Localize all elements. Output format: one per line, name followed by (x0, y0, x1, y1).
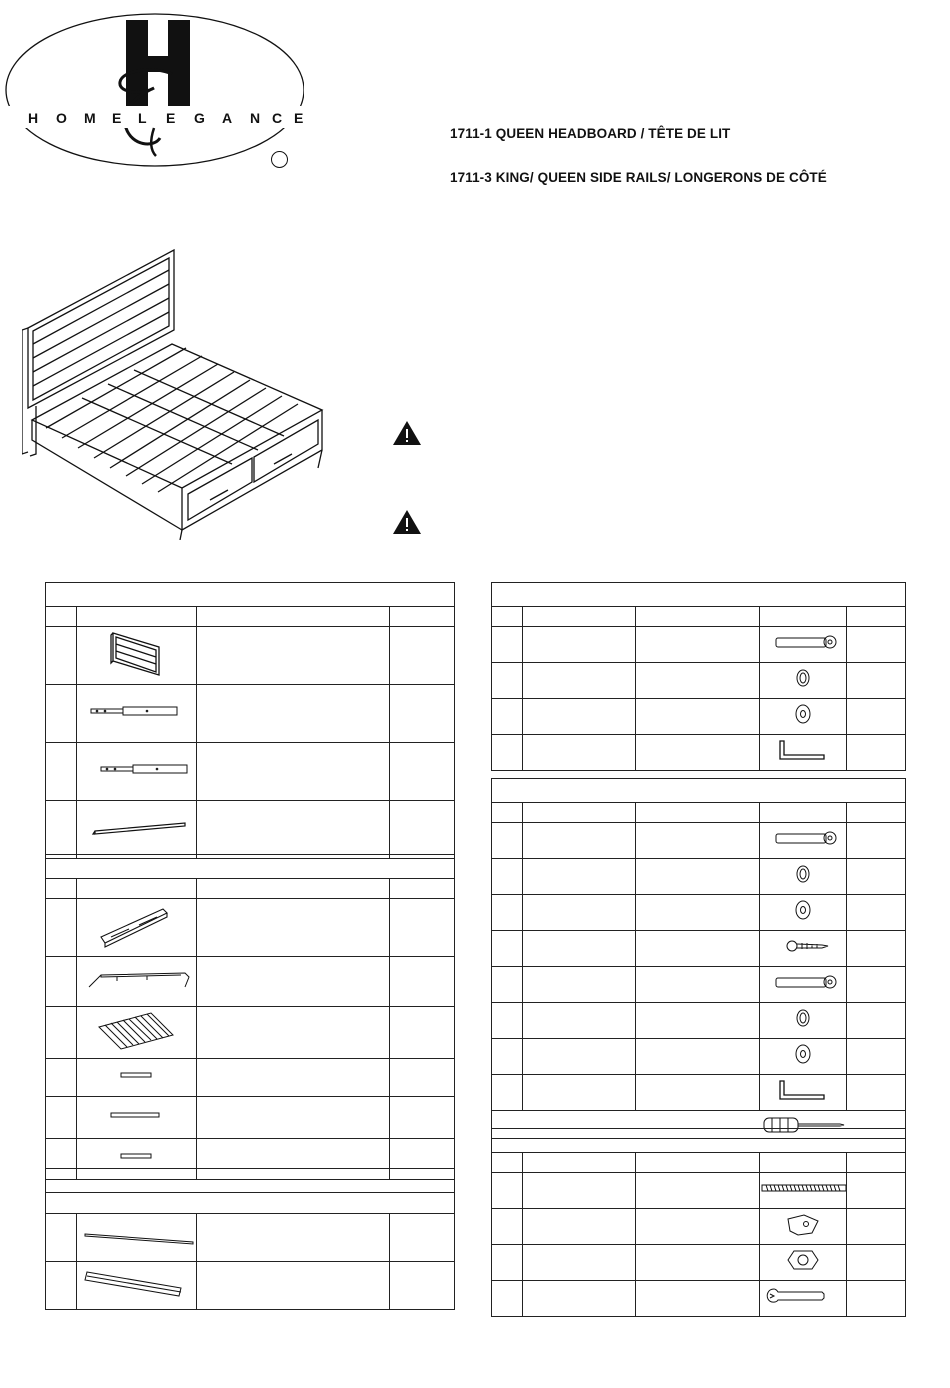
svg-text:E: E (166, 110, 176, 126)
allen-key-icon (760, 1075, 847, 1111)
warning-triangle-icon (391, 508, 423, 536)
svg-text:H: H (28, 110, 39, 126)
part-image-rail-extension (77, 743, 197, 801)
allen-key-icon (760, 735, 847, 771)
part-image-drawer-rail (77, 899, 197, 957)
svg-text:L: L (138, 110, 147, 126)
svg-text:E: E (294, 110, 304, 126)
heading-side-rails: 1711-3 KING/ QUEEN SIDE RAILS/ LONGERONS DE CÔTÉ (450, 170, 827, 185)
part-image-slat-rail (77, 801, 197, 859)
part-image-headboard (77, 627, 197, 685)
part-image-long-bar (77, 1097, 197, 1139)
parts-table-side-rails (45, 854, 455, 1180)
part-image-slats (77, 1007, 197, 1059)
svg-text:N: N (250, 110, 261, 126)
threaded-rod-icon (760, 1173, 847, 1209)
bolt-icon (760, 627, 847, 663)
lock-washer-icon (760, 859, 847, 895)
bed-illustration (22, 244, 332, 540)
table-title-row (492, 583, 906, 607)
lock-washer-icon (760, 663, 847, 699)
wrench-icon (760, 1281, 847, 1317)
part-image-center-rail (77, 957, 197, 1007)
hex-nut-icon (760, 1245, 847, 1281)
hardware-table-side-rails (491, 778, 906, 1139)
parts-table-headboard (45, 582, 455, 859)
table-title-row (492, 779, 906, 803)
part-image-rail-extension (77, 685, 197, 743)
hardware-table-headboard (491, 582, 906, 771)
table-title-row (492, 1129, 906, 1153)
parts-table-supports (45, 1168, 455, 1310)
flat-washer-icon (760, 699, 847, 735)
svg-text:E: E (112, 110, 122, 126)
svg-text:C: C (272, 110, 283, 126)
bolt-icon (760, 967, 847, 1003)
table-title-row (46, 1169, 455, 1193)
part-image-support-rod (77, 1214, 197, 1262)
hardware-table-drawers (491, 1128, 906, 1317)
homelegance-logo (4, 10, 304, 170)
svg-text:G: G (194, 110, 205, 126)
flat-washer-icon (760, 1039, 847, 1075)
wood-screw-icon (760, 931, 847, 967)
table-title-row (46, 583, 455, 607)
warning-triangle-icon (391, 419, 423, 447)
bracket-clip-icon (760, 1209, 847, 1245)
bolt-icon (760, 823, 847, 859)
flat-washer-icon (760, 895, 847, 931)
part-image-support-rail (77, 1262, 197, 1310)
svg-text:O: O (56, 110, 67, 126)
part-image-short-bar (77, 1059, 197, 1097)
svg-text:M: M (84, 110, 96, 126)
heading-headboard: 1711-1 QUEEN HEADBOARD / TÊTE DE LIT (450, 126, 731, 141)
lock-washer-icon (760, 1003, 847, 1039)
svg-text:A: A (222, 110, 233, 126)
table-title-row (46, 855, 455, 879)
registered-mark (271, 151, 288, 168)
